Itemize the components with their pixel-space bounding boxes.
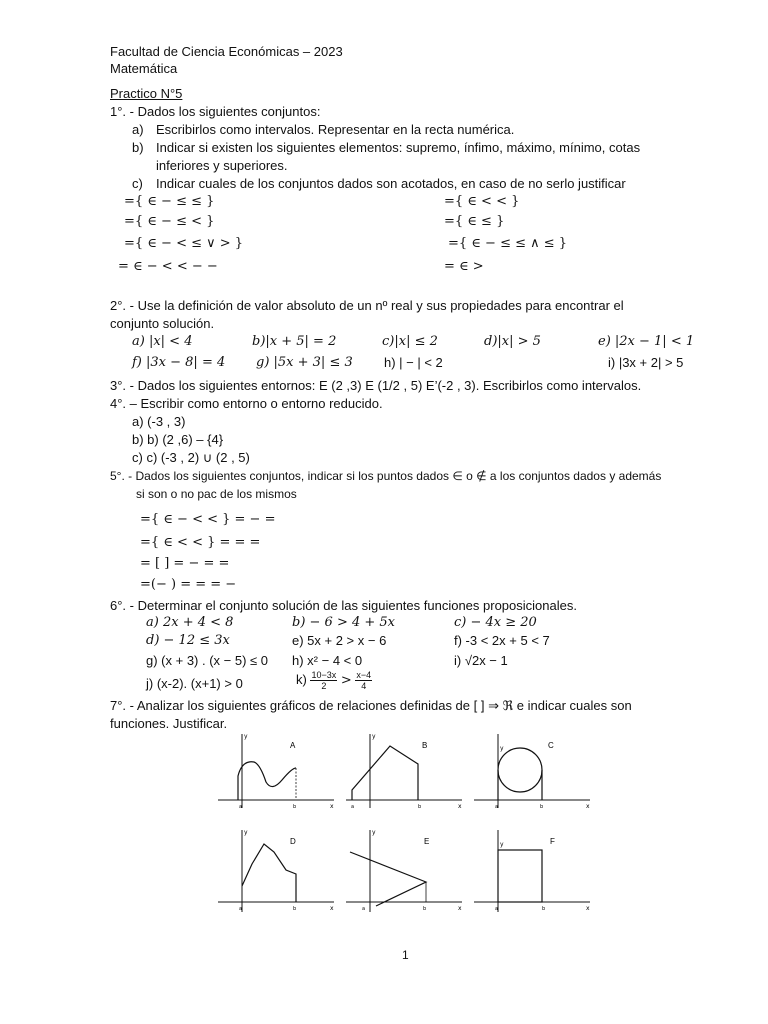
ex6-b: b) − 6 > 4 + 5x [292, 615, 396, 630]
graph-e-x-label: x [458, 905, 462, 912]
ex2-c: c)|x| ≤ 2 [382, 334, 438, 349]
ex6-k: k) $\frac{10-3x}{2}$ > $\frac{x-4}{4}$ [296, 670, 372, 692]
ex6-e: e) 5x + 2 > x − 6 [292, 633, 387, 648]
graph-e [340, 824, 468, 916]
ex6-intro: 6°. - Determinar el conjunto solución de las siguientes funciones proposicionales. [110, 598, 577, 613]
graph-d-tick-b: b [293, 906, 297, 912]
page-number: 1 [402, 948, 409, 962]
graph-d-tick-a: a [239, 906, 243, 912]
graph-f-x-label: x [586, 905, 590, 912]
graph-a-curve [238, 762, 296, 800]
ex6-k-frac-right-num: x−4 [356, 670, 372, 681]
ex5-intro2: si son o no pac de los mismos [136, 487, 297, 501]
graph-d-x-label: x [330, 905, 334, 912]
ex6-k-label: k) [296, 672, 307, 687]
ex1-item-b-text: Indicar si existen los siguientes elementos: supremo, ínfimo, máximo, mínimo, cotas [156, 140, 641, 155]
ex2-g: g) |5x + 3| ≤ 3 [256, 355, 353, 370]
ex4-a: a) (-3 , 3) [132, 414, 186, 429]
ex7-intro2: funciones. Justificar. [110, 716, 228, 731]
ex4-c: c) c) (-3 , 2) ∪ (2 , 5) [132, 450, 250, 465]
ex2-h: h) | − | < 2 [384, 355, 443, 370]
ex7-intro: 7°. - Analizar los siguientes gráficos de relaciones definidas de [ ] ⇒ ℜ e indicar cuales son [110, 698, 632, 713]
ex1-item-a-text: Escribirlos como intervalos. Representar en la recta numérica. [156, 122, 515, 137]
ex5-intro: 5°. - Dados los siguientes conjuntos, indicar si los puntos dados ∈ o ∉ a los conjuntos dados y además [110, 469, 662, 483]
ex2-intro: 2°. - Use la definición de valor absoluto de un nº real y sus propiedades para encontrar el [110, 298, 624, 313]
relation-graphs [212, 728, 602, 918]
graph-f [468, 824, 596, 916]
ex4-b: b) b) (2 ,6) – {4} [132, 432, 224, 447]
ex2-intro2: conjunto solución. [110, 316, 215, 331]
ex5-row-4: =(− ) = = = − [140, 577, 237, 592]
ex3-text: 3°. - Dados los siguientes entornos: E (2 ,3) E (1/2 , 5) E’(-2 , 3). Escribirlos como intervalos. [110, 378, 642, 393]
graph-f-tick-a: a [495, 906, 499, 912]
ex5-row-3: = [ ] = − = = [140, 556, 230, 571]
ex6-f: f) -3 < 2x + 5 < 7 [454, 633, 550, 648]
ex1-set-right-1: ={ ∈ < < } [444, 194, 520, 209]
graph-b-label: B [422, 741, 428, 750]
graph-d-curve [242, 844, 296, 902]
ex1-item-a-label: a) [132, 122, 144, 137]
graph-a-tick-b: b [293, 804, 297, 810]
graph-f-tick-b: b [542, 906, 546, 912]
ex1-item-b-label: b) [132, 140, 144, 155]
graph-c-circle [498, 748, 542, 792]
ex2-b: b)|x + 5| = 2 [252, 334, 337, 349]
ex2-i: i) |3x + 2| > 5 [608, 355, 684, 370]
subject-line: Matemática [110, 61, 178, 76]
ex6-h: h) x² − 4 < 0 [292, 653, 363, 668]
practice-title: Practico N°5 [110, 86, 183, 101]
graph-f-rect [498, 850, 542, 902]
graph-c-tick-a: a [495, 804, 499, 810]
graph-e-label: E [424, 837, 430, 846]
ex1-item-c-text: Indicar cuales de los conjuntos dados son acotados, en caso de no serlo justificar [156, 176, 626, 191]
graph-b-tick-a: a [351, 804, 355, 810]
graph-a-x-label: x [330, 803, 334, 810]
ex1-set-left-1: ={ ∈ − ≤ ≤ } [124, 194, 215, 209]
ex6-i: i) √2x − 1 [454, 653, 508, 668]
graph-b-tick-b: b [418, 804, 422, 810]
graph-a-y-label: y [244, 733, 248, 740]
graph-d-label: D [290, 837, 296, 846]
ex6-k-frac-left-num: 10−3x [311, 670, 337, 681]
ex1-item-b-cont: inferiores y superiores. [156, 158, 288, 173]
ex6-k-fraction-left [310, 670, 337, 691]
ex1-set-left-2: ={ ∈ − ≤ < } [124, 214, 215, 229]
graph-f-label: F [550, 837, 555, 846]
graph-c-x-label: x [586, 803, 590, 810]
graph-a [212, 728, 340, 810]
ex6-k-frac-right-den: 4 [361, 681, 367, 692]
graph-a-tick-a: a [239, 804, 243, 810]
faculty-line: Facultad de Ciencia Económicas – 2023 [110, 44, 343, 59]
ex6-k-fraction-right [355, 670, 372, 691]
graph-e-curve [350, 852, 426, 906]
graph-c [468, 728, 596, 810]
graph-d-y-label: y [244, 829, 248, 836]
ex1-item-c-label: c) [132, 176, 143, 191]
graph-e-tick-a: a [362, 906, 366, 912]
ex2-e: e) |2x − 1| < 1 [598, 334, 695, 349]
graph-b-x-label: x [458, 803, 462, 810]
ex1-intro: 1°. - Dados los siguientes conjuntos: [110, 104, 321, 119]
graph-b-y-label: y [372, 733, 376, 740]
ex1-set-right-4: = ∈ > [444, 259, 484, 274]
graph-a-label: A [290, 741, 296, 750]
graph-f-y-label: y [500, 841, 504, 848]
ex4-intro: 4°. – Escribir como entorno o entorno reducido. [110, 396, 383, 411]
ex6-k-frac-left-den: 2 [321, 681, 327, 692]
graph-b [340, 728, 468, 810]
ex6-j: j) (x-2). (x+1) > 0 [146, 676, 243, 691]
ex2-a: a) |x| < 4 [132, 334, 193, 349]
ex6-g: g) (x + 3) . (x − 5) ≤ 0 [146, 653, 269, 668]
ex6-c: c) − 4x ≥ 20 [454, 615, 537, 630]
ex1-set-right-3: ={ ∈ − ≤ ≤ ∧ ≤ } [448, 236, 568, 251]
graph-d [212, 824, 340, 916]
ex5-row-1: ={ ∈ − < < } = − = [140, 512, 276, 527]
graph-c-label: C [548, 741, 554, 750]
graph-e-tick-b: b [423, 906, 427, 912]
ex6-d: d) − 12 ≤ 3x [146, 633, 230, 648]
ex1-set-left-4: = ∈ − < < − − [118, 259, 218, 274]
graph-e-y-label: y [372, 829, 376, 836]
graph-b-curve [352, 746, 418, 800]
graph-c-y-label: y [500, 745, 504, 752]
ex6-a: a) 2x + 4 < 8 [146, 615, 234, 630]
ex1-set-left-3: ={ ∈ − < ≤ ∨ > } [124, 236, 244, 251]
ex1-set-right-2: ={ ∈ ≤ } [444, 214, 505, 229]
graph-c-tick-b: b [540, 804, 544, 810]
ex5-row-2: ={ ∈ < < } = = = [140, 535, 261, 550]
ex2-d: d)|x| > 5 [484, 334, 541, 349]
ex2-f: f) |3x − 8| = 4 [132, 355, 226, 370]
